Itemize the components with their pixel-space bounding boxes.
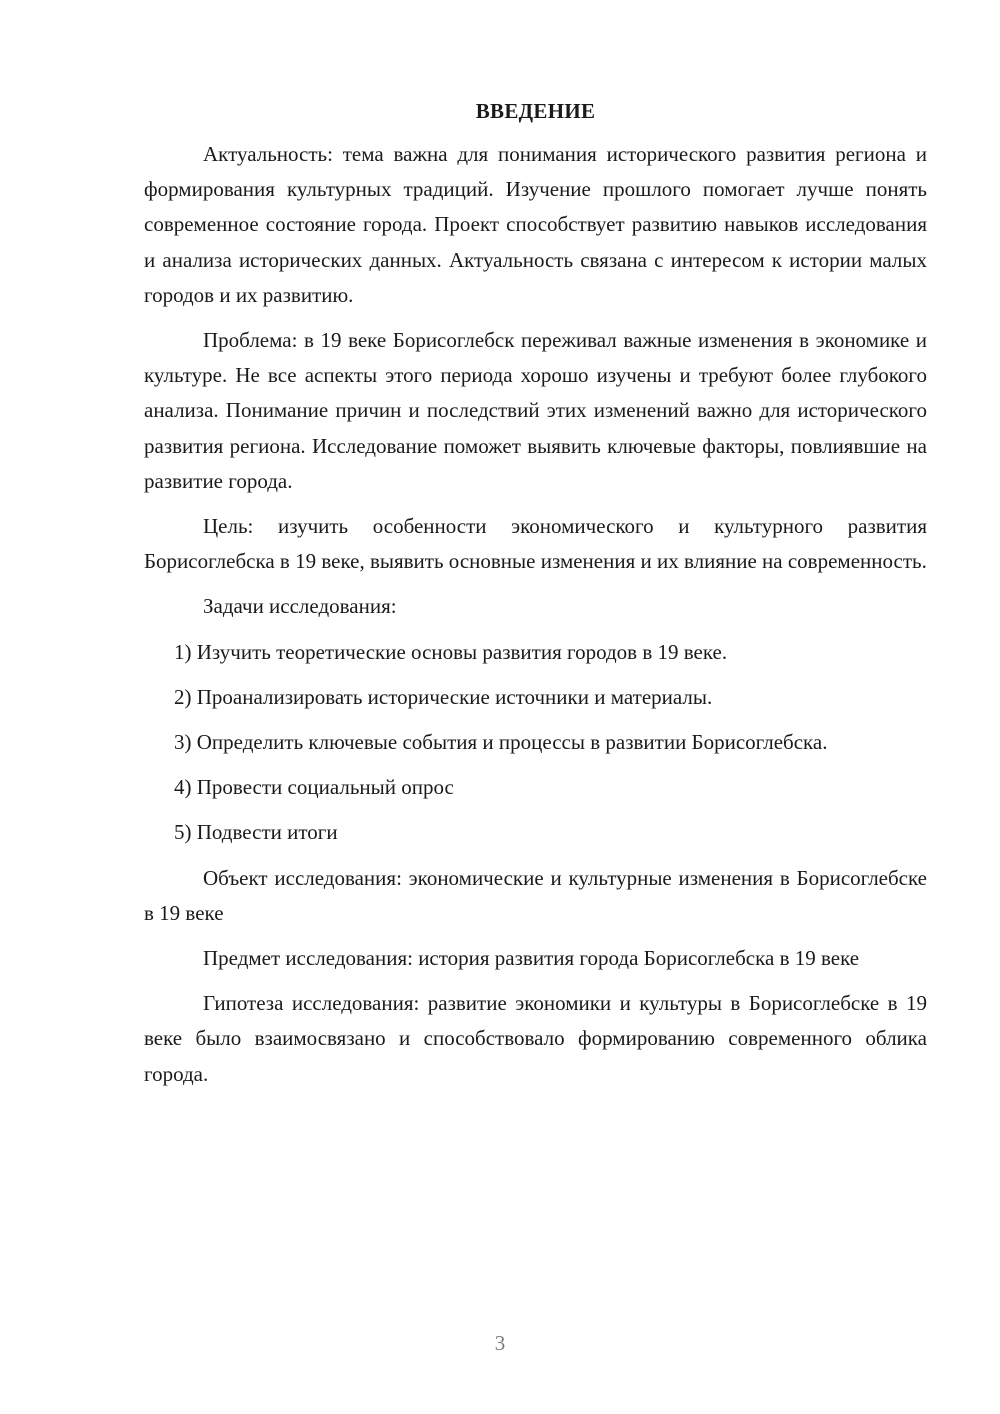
tasks-heading: Задачи исследования: <box>203 594 397 619</box>
task-item: 3) Определить ключевые события и процессы в развитии Борисоглебска. <box>174 730 828 755</box>
task-item: 1) Изучить теоретические основы развития городов в 19 веке. <box>174 639 728 664</box>
hypothesis-paragraph: Гипотеза исследования: развитие экономики и культуры в Борисоглебске в 19 веке было взаимосвязано и способствовало формированию современного облика города. <box>144 991 927 1086</box>
task-item: 2) Проанализировать исторические источники и материалы. <box>174 684 713 709</box>
page-number: 3 <box>494 1331 506 1355</box>
subject-paragraph: Предмет исследования: история развития города Борисоглебска в 19 веке <box>203 946 860 971</box>
problem-paragraph: Проблема: в 19 веке Борисоглебск переживал важные изменения в экономике и культуре. Не все аспекты этого периода хорошо изучены и требуют более глубокого анализа. Понимание причин и последствий этих изменений важно для исторического развития региона. Исследование поможет выявить ключевые факторы, повлиявшие на развитие города. <box>144 328 927 493</box>
task-item: 4) Провести социальный опрос <box>174 775 454 800</box>
task-item: 5) Подвести итоги <box>174 820 338 845</box>
relevance-paragraph: Актуальность: тема важна для понимания исторического развития региона и формирования культурных традиций. Изучение прошлого помогает лучше понять современное состояние города. Проект способствует развитию навыков исследования и анализа исторических данных. Актуальность связана с интересом к истории малых городов и их развитию. <box>144 142 927 307</box>
goal-paragraph: Цель: изучить особенности экономического и культурного развития Борисоглебска в 19 веке, выявить основные изменения и их влияние на современность. <box>144 514 927 574</box>
page-content <box>144 94 927 1102</box>
object-paragraph: Объект исследования: экономические и культурные изменения в Борисоглебске в 19 веке <box>144 865 927 925</box>
section-heading: ВВЕДЕНИЕ <box>475 99 596 123</box>
